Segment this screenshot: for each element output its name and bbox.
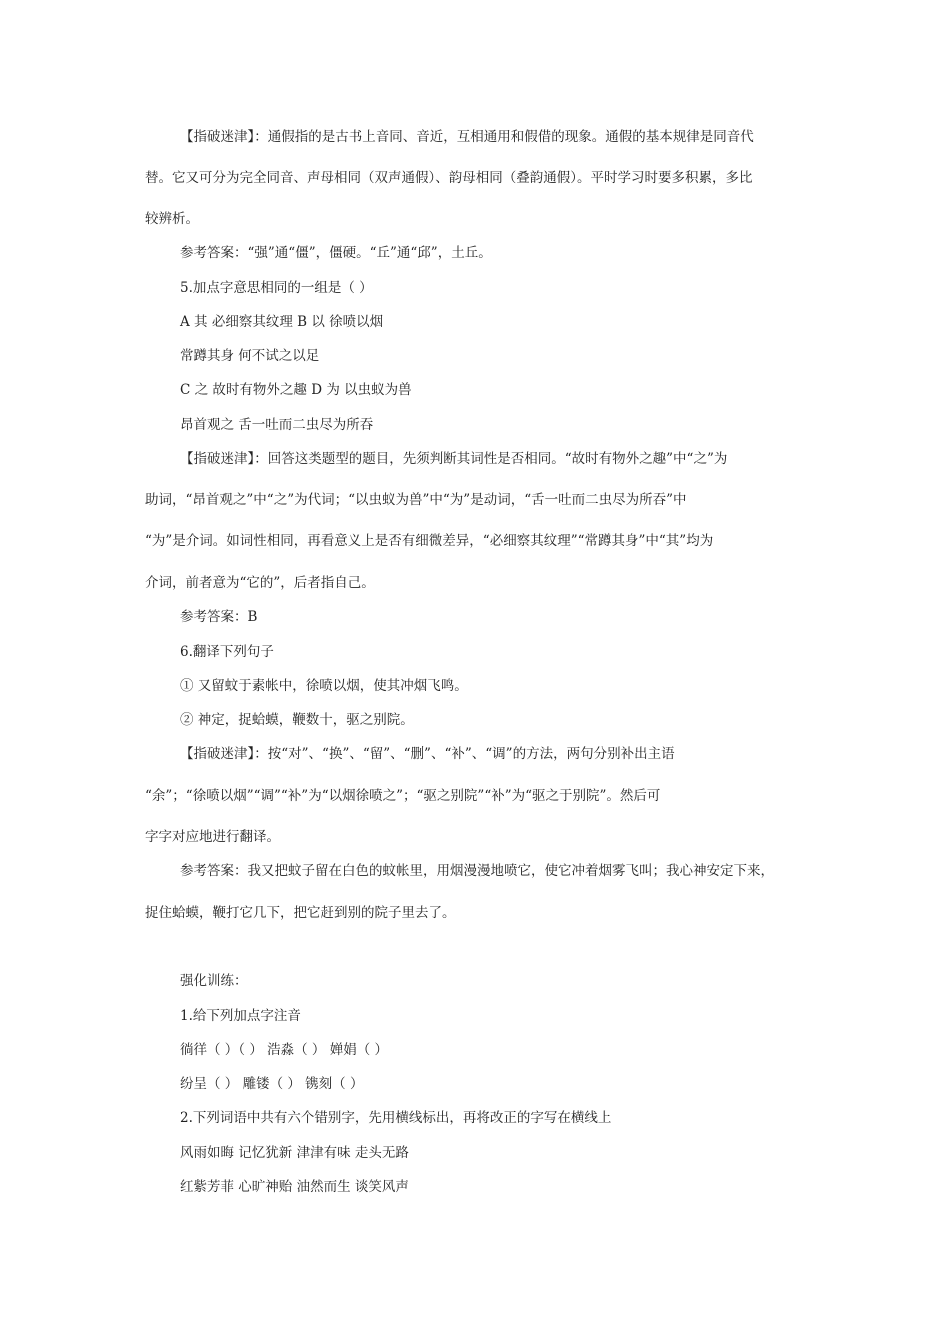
answer-line: 参考答案：B: [180, 609, 258, 625]
answer-line: 参考答案：“强”通“僵”，僵硬。“丘”通“邱”，土丘。: [180, 245, 492, 261]
paragraph-line: 较辨析。: [145, 211, 199, 227]
paragraph-line: 【指破迷津】：回答这类题型的题目，先须判断其词性是否相同。“故时有物外之趣”中“之”为: [180, 451, 728, 467]
paragraph-line: “为”是介词。如词性相同，再看意义上是否有细微差异，“必细察其纹理”“常蹲其身”中“其”均为: [145, 533, 714, 549]
paragraph-line: 字字对应地进行翻译。: [145, 829, 280, 845]
paragraph-line: 【指破迷津】：通假指的是古书上音同、音近，互相通用和假借的现象。通假的基本规律是同音代: [180, 129, 754, 145]
paragraph-line: “余”；“徐喷以烟”“调”“补”为“以烟徐喷之”；“驱之别院”“补”为“驱之于别院”。然后可: [145, 788, 661, 804]
question-line: 5.加点字意思相同的一组是（ ）: [180, 280, 373, 296]
exercise-line: 纷呈（ ） 雕镂（ ） 镌刻（ ）: [180, 1076, 364, 1092]
exercise-line: 徜徉（ ）（ ） 浩淼（ ） 婵娟（ ）: [180, 1042, 388, 1058]
option-line: 常蹲其身 何不试之以足: [180, 348, 320, 364]
paragraph-line: 替。它又可分为完全同音、声母相同（双声通假）、韵母相同（叠韵通假）。平时学习时要多积累，多比: [145, 170, 753, 186]
paragraph-line: 助词，“昂首观之”中“之”为代词；“以虫蚁为兽”中“为”是动词，“舌一吐而二虫尽为所吞”中: [145, 492, 687, 508]
option-line: C 之 故时有物外之趣 D 为 以虫蚁为兽: [180, 382, 412, 398]
paragraph-line: 【指破迷津】：按“对”、“换”、“留”、“删”、“补”、“调”的方法，两句分别补出主语: [180, 746, 675, 762]
sentence-line: ① 又留蚊于素帐中，徐喷以烟，使其冲烟飞鸣。: [180, 678, 468, 694]
exercise-line: 风雨如晦 记忆犹新 津津有味 走头无路: [180, 1145, 409, 1161]
question-line: 2.下列词语中共有六个错别字，先用横线标出，再将改正的字写在横线上: [180, 1110, 612, 1126]
answer-line: 捉住蛤蟆，鞭打它几下，把它赶到别的院子里去了。: [145, 905, 456, 921]
option-line: A 其 必细察其纹理 B 以 徐喷以烟: [180, 314, 384, 330]
exercise-line: 红紫芳菲 心旷神贻 油然而生 谈笑风声: [180, 1179, 409, 1195]
paragraph-line: 介词，前者意为“它的”，后者指自己。: [145, 575, 375, 591]
answer-line: 参考答案：我又把蚊子留在白色的蚊帐里，用烟漫漫地喷它，使它冲着烟雾飞叫；我心神安定下来，: [180, 863, 774, 879]
sentence-line: ② 神定，捉蛤蟆，鞭数十，驱之别院。: [180, 712, 414, 728]
question-line: 6.翻译下列句子: [180, 644, 274, 660]
option-line: 昂首观之 舌一吐而二虫尽为所吞: [180, 417, 374, 433]
section-heading: 强化训练：: [180, 973, 248, 989]
question-line: 1.给下列加点字注音: [180, 1008, 301, 1024]
